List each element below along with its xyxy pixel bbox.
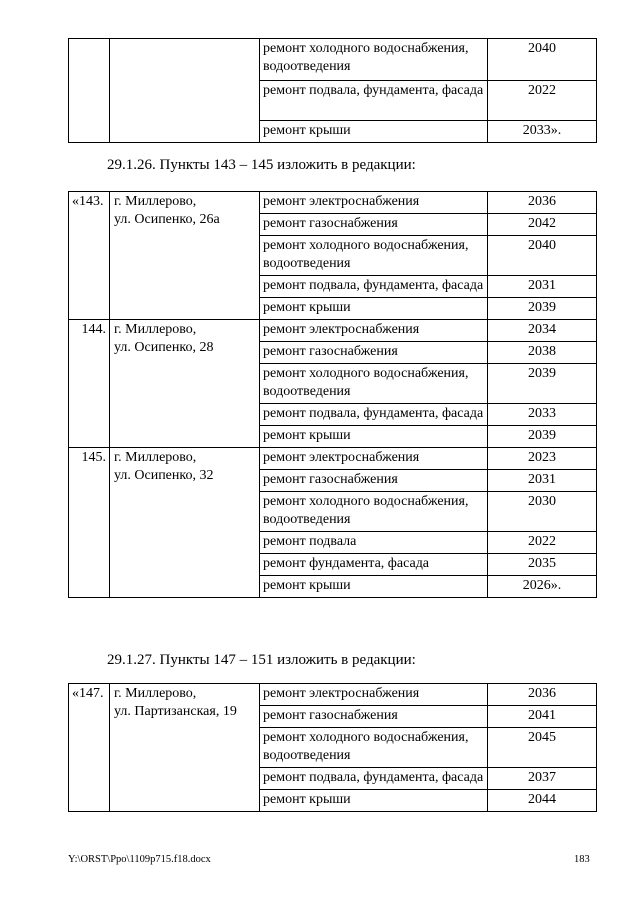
year-cell: 2031 <box>488 276 597 298</box>
work-cell: ремонт электроснабжения <box>260 320 488 342</box>
address-cell <box>110 448 260 598</box>
year-cell: 2037 <box>488 768 597 790</box>
address-cell <box>110 684 260 812</box>
work-cell: ремонт электроснабжения <box>260 684 488 706</box>
work-cell: ремонт крыши <box>260 426 488 448</box>
year-cell: 2022 <box>488 81 597 121</box>
work-cell: ремонт подвала <box>260 532 488 554</box>
work-cell: ремонт холодного водоснабжения, водоотведения <box>260 236 488 276</box>
work-cell: ремонт электроснабжения <box>260 192 488 214</box>
item-number: 144. <box>69 320 110 448</box>
table-row <box>69 320 597 342</box>
work-cell: ремонт крыши <box>260 121 488 143</box>
work-cell: ремонт холодного водоснабжения, водоотведения <box>260 728 488 768</box>
year-cell: 2042 <box>488 214 597 236</box>
year-cell: 2026». <box>488 576 597 598</box>
work-cell: ремонт газоснабжения <box>260 214 488 236</box>
work-cell: ремонт подвала, фундамента, фасада <box>260 276 488 298</box>
year-cell: 2022 <box>488 532 597 554</box>
address-city: г. Миллерово, <box>114 686 197 701</box>
year-cell: 2036 <box>488 684 597 706</box>
address-street: ул. Осипенко, 26а <box>114 212 220 227</box>
table-row <box>69 39 597 81</box>
year-cell: 2033». <box>488 121 597 143</box>
year-cell: 2039 <box>488 426 597 448</box>
section-heading: 29.1.27. Пункты 147 – 151 изложить в редакции: <box>107 652 416 668</box>
year-cell: 2040 <box>488 236 597 276</box>
work-cell: ремонт подвала, фундамента, фасада <box>260 81 488 121</box>
year-cell: 2036 <box>488 192 597 214</box>
address-street: ул. Осипенко, 28 <box>114 340 214 355</box>
work-cell: ремонт крыши <box>260 576 488 598</box>
year-cell: 2033 <box>488 404 597 426</box>
item-number: «143. <box>69 192 110 320</box>
year-cell: 2034 <box>488 320 597 342</box>
address-city: г. Миллерово, <box>114 322 197 337</box>
year-cell: 2039 <box>488 298 597 320</box>
page-number: 183 <box>574 854 590 865</box>
address-cell <box>110 192 260 320</box>
address-cell <box>110 39 260 143</box>
year-cell: 2040 <box>488 39 597 81</box>
num-cell <box>69 39 110 143</box>
address-city: г. Миллерово, <box>114 450 197 465</box>
table-items-143-145 <box>68 191 597 598</box>
table-row <box>69 448 597 470</box>
work-cell: ремонт газоснабжения <box>260 470 488 492</box>
work-cell: ремонт холодного водоснабжения, водоотведения <box>260 364 488 404</box>
work-cell: ремонт холодного водоснабжения, водоотведения <box>260 39 488 81</box>
work-cell: ремонт газоснабжения <box>260 706 488 728</box>
work-cell: ремонт фундамента, фасада <box>260 554 488 576</box>
table-row <box>69 192 597 214</box>
section-heading: 29.1.26. Пункты 143 – 145 изложить в редакции: <box>107 157 416 173</box>
table-row <box>69 684 597 706</box>
item-number: «147. <box>69 684 110 812</box>
work-cell: ремонт подвала, фундамента, фасада <box>260 404 488 426</box>
year-cell: 2030 <box>488 492 597 532</box>
address-cell <box>110 320 260 448</box>
address-city: г. Миллерово, <box>114 194 197 209</box>
table-continuation <box>68 38 597 143</box>
footer-file-path: Y:\ORST\Ppo\1109p715.f18.docx <box>68 854 211 865</box>
work-cell: ремонт газоснабжения <box>260 342 488 364</box>
year-cell: 2023 <box>488 448 597 470</box>
year-cell: 2038 <box>488 342 597 364</box>
item-number: 145. <box>69 448 110 598</box>
year-cell: 2045 <box>488 728 597 768</box>
address-street: ул. Партизанская, 19 <box>114 704 237 719</box>
year-cell: 2041 <box>488 706 597 728</box>
work-cell: ремонт крыши <box>260 298 488 320</box>
work-cell: ремонт холодного водоснабжения, водоотведения <box>260 492 488 532</box>
work-cell: ремонт подвала, фундамента, фасада <box>260 768 488 790</box>
address-street: ул. Осипенко, 32 <box>114 468 214 483</box>
year-cell: 2035 <box>488 554 597 576</box>
year-cell: 2044 <box>488 790 597 812</box>
table-items-147-151 <box>68 683 597 812</box>
work-cell: ремонт электроснабжения <box>260 448 488 470</box>
work-cell: ремонт крыши <box>260 790 488 812</box>
year-cell: 2039 <box>488 364 597 404</box>
year-cell: 2031 <box>488 470 597 492</box>
